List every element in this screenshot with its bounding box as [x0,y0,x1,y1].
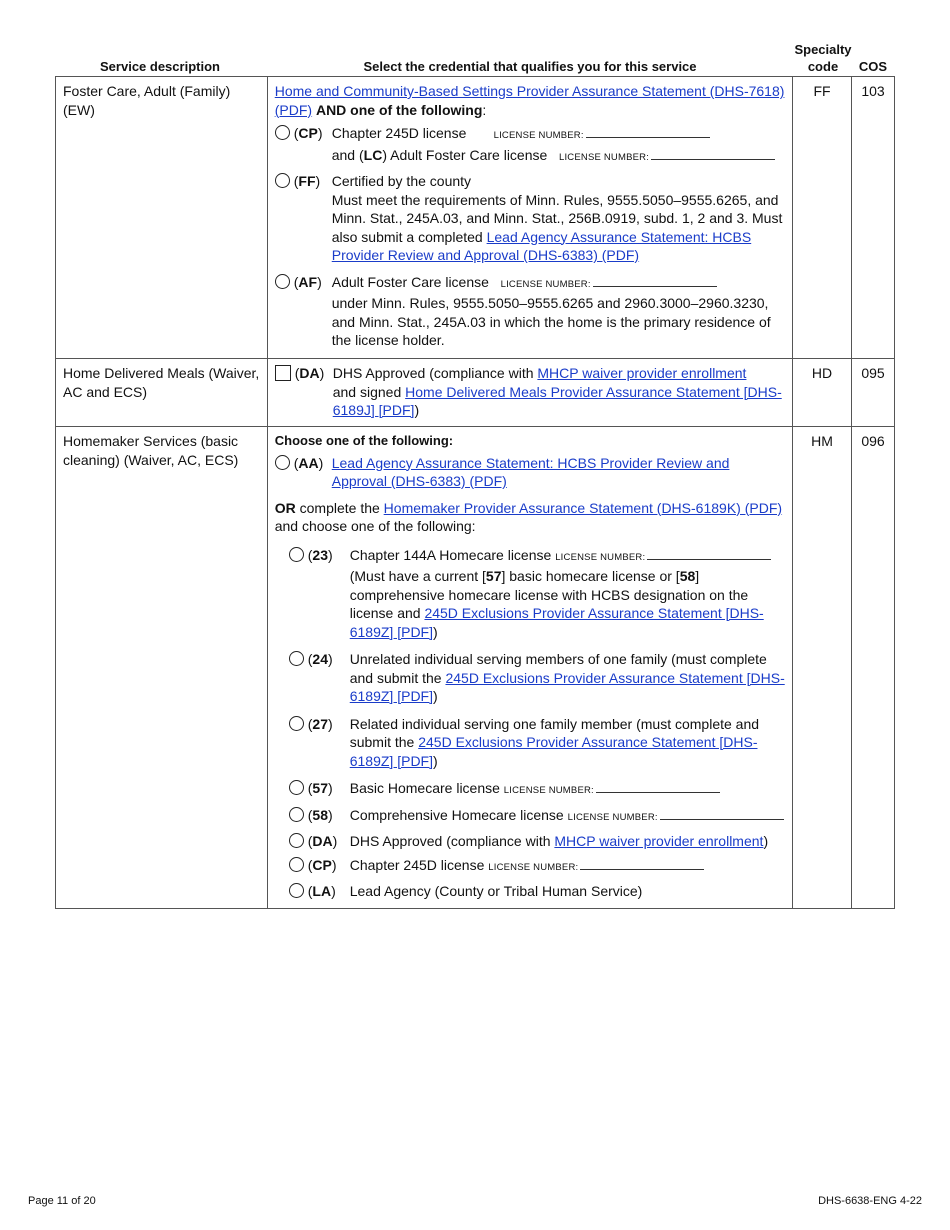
or-text [275,499,785,536]
or-tail: and choose one of the following: [274,518,476,534]
code-cp: (CP) [293,125,323,141]
code-27: (27) [307,715,333,732]
choose-heading: Choose one of the following: [274,433,454,448]
or-bold: OR [274,499,296,516]
service-description: Foster Care, Adult (Family) (EW) [56,77,268,359]
option-23 [289,546,785,642]
option-27 [289,715,785,771]
code-cp-label: CP [312,856,332,873]
intro-bold: AND one of the following [315,101,483,118]
code-cp-label: CP [298,125,318,141]
radio-27[interactable] [289,716,304,731]
option-57 [289,779,785,801]
ff-requirements: Must meet the requirements of Minn. Rules, 9555.5050–9555.6265, and Minn. Stat., 245A.03, and Minn. Stat., 256B.0919, subd. 1, 2 and 3. Must also submit a completed [331,191,783,245]
exclusions-assurance-link[interactable]: 245D Exclusions Provider Assurance Statement [DHS-6189Z] [PDF] [349,605,764,640]
code-aa-label: AA [298,454,319,471]
lead-agency-assurance-link[interactable]: Lead Agency Assurance Statement: HCBS Provider Review and Approval (DHS-6383) (PDF) [331,454,730,489]
da-tail: ) [414,402,420,418]
license-label: LICENSE NUMBER: [567,811,658,823]
table-row [56,427,895,909]
da-text: DHS Approved (compliance with [349,833,555,849]
radio-ff[interactable] [275,173,290,188]
c57-text: Basic Homecare license [349,780,500,796]
code-57-label: 57 [312,780,328,796]
foster-intro [275,82,785,119]
code-lc-label: LC [363,146,383,163]
ff-text: Certified by the county [331,173,472,189]
option-aa [275,454,785,491]
option-cp [289,856,785,878]
code-da-label: DA [312,833,333,849]
option-24 [289,650,785,706]
code-la: (LA) [307,883,336,899]
exclusions-assurance-link[interactable]: 245D Exclusions Provider Assurance Statement [DHS-6189Z] [PDF] [349,669,785,704]
option-da [275,364,785,420]
code-af: (AF) [293,273,322,290]
code-aa: (AA) [293,454,324,471]
radio-la[interactable] [289,883,304,898]
lc-text: ) Adult Foster Care license [382,146,548,163]
code-24: (24) [307,651,333,667]
option-58 [289,806,785,828]
da-tail: ) [763,833,769,849]
mhcp-enrollment-link[interactable]: MHCP waiver provider enrollment [554,833,764,849]
cos-code: 103 [851,77,894,359]
or-text-body: complete the [295,499,384,516]
credential-cell [267,359,792,427]
c23-b2: 58 [679,568,696,584]
form-number: DHS-6638-ENG 4-22 [818,1195,922,1207]
code-cp: (CP) [307,856,337,873]
specialty-code: FF [793,77,852,359]
code-da-label: DA [299,365,320,381]
c27-text: Related individual serving one family member (must complete and submit the [349,715,760,750]
radio-da[interactable] [289,833,304,848]
code-27-label: 27 [312,715,328,732]
c24-tail: ) [433,688,438,704]
header-cos: COS [858,59,888,74]
cos-code: 096 [851,427,894,909]
code-23-label: 23 [312,546,328,563]
cos-code: 095 [851,359,894,427]
cp-text: Chapter 245D license [331,125,467,141]
specialty-code: HD [793,359,852,427]
services-table [55,76,895,909]
c23-p2: ] basic homecare license or [ [501,568,680,584]
radio-aa[interactable] [275,455,290,470]
credential-cell [267,77,792,359]
code-24-label: 24 [312,651,328,667]
lead-agency-assurance-link[interactable]: Lead Agency Assurance Statement: HCBS Provider Review and Approval (DHS-6383) (PDF) [331,228,752,263]
license-number-input[interactable] [660,808,784,820]
header-specialty-code: Specialty code [794,42,852,74]
license-number-input[interactable] [647,548,771,560]
la-text: Lead Agency (County or Tribal Human Service) [349,883,643,899]
license-label: LICENSE NUMBER: [558,151,650,163]
license-label: LICENSE NUMBER: [500,278,591,290]
code-57: (57) [307,780,333,796]
code-af-label: AF [298,273,318,290]
code-da: (DA) [307,833,338,849]
license-number-input[interactable] [580,858,704,870]
credential-cell [267,427,792,909]
license-number-input[interactable] [593,275,717,287]
option-da [289,832,785,851]
cp-text: Chapter 245D license [349,856,485,873]
license-number-input[interactable] [651,148,775,160]
license-label: LICENSE NUMBER: [503,785,594,796]
license-label: LICENSE NUMBER: [493,130,584,141]
code-23: (23) [307,546,333,563]
header-select-credential: Select the credential that qualifies you for this service [363,59,697,74]
radio-cp[interactable] [275,125,290,140]
homemaker-assurance-link[interactable]: Homemaker Provider Assurance Statement (DHS-6189K) (PDF) [383,499,783,516]
header-service-description: Service description [100,59,220,74]
af-requirements: under Minn. Rules, 9555.5050–9555.6265 and 2960.3000–2960.3230, and Minn. Stat., 245A.03 in which the home is the primary residence of the license holder. [331,295,771,348]
da-mid: and signed [332,383,406,400]
da-text: DHS Approved (compliance with [332,365,538,381]
radio-cp[interactable] [289,857,304,872]
radio-23[interactable] [289,547,304,562]
specialty-code: HM [793,427,852,909]
page-number: Page 11 of 20 [28,1195,96,1207]
mhcp-enrollment-link[interactable]: MHCP waiver provider enrollment [537,365,747,381]
table-row [56,359,895,427]
c23-text: Chapter 144A Homecare license [349,546,552,563]
service-description: Homemaker Services (basic cleaning) (Waiver, AC, ECS) [56,427,268,909]
lc-pre: and ( [331,146,364,163]
license-number-input[interactable] [596,781,720,793]
code-la-label: LA [312,883,332,899]
c23-p1: (Must have a current [ [349,568,486,584]
c27-tail: ) [433,752,438,769]
table-row [56,77,895,359]
option-la [289,882,785,901]
code-58-label: 58 [312,806,328,823]
meals-assurance-link[interactable]: Home Delivered Meals Provider Assurance Statement [DHS-6189J] [PDF] [332,383,782,418]
af-text: Adult Foster Care license [331,273,489,290]
checkbox-da[interactable] [275,365,291,381]
hcbs-settings-assurance-link[interactable]: Home and Community-Based Settings Provider Assurance Statement (DHS-7618) (PDF) [274,83,785,118]
option-af [275,273,785,350]
option-ff [275,172,785,265]
license-label: LICENSE NUMBER: [488,861,579,873]
c24-text: Unrelated individual serving members of one family (must complete and submit the [349,651,767,686]
c58-text: Comprehensive Homecare license [349,806,564,823]
c23-b1: 57 [485,568,502,584]
code-ff: (FF) [293,173,321,189]
option-cp [275,124,785,167]
code-58: (58) [307,806,333,823]
intro-tail: : [482,101,487,118]
license-label: LICENSE NUMBER: [555,551,646,563]
code-da: (DA) [294,365,325,381]
service-description: Home Delivered Meals (Waiver, AC and ECS) [56,359,268,427]
c23-p3: ] comprehensive homecare license with HCBS designation on the license and [349,568,749,621]
c23-tail: ) [433,623,438,640]
license-number-input[interactable] [586,126,710,138]
radio-57[interactable] [289,780,304,795]
radio-24[interactable] [289,651,304,666]
exclusions-assurance-link[interactable]: 245D Exclusions Provider Assurance Statement [DHS-6189Z] [PDF] [349,734,758,769]
code-ff-label: FF [298,173,316,189]
radio-58[interactable] [289,807,304,822]
radio-af[interactable] [275,274,290,289]
